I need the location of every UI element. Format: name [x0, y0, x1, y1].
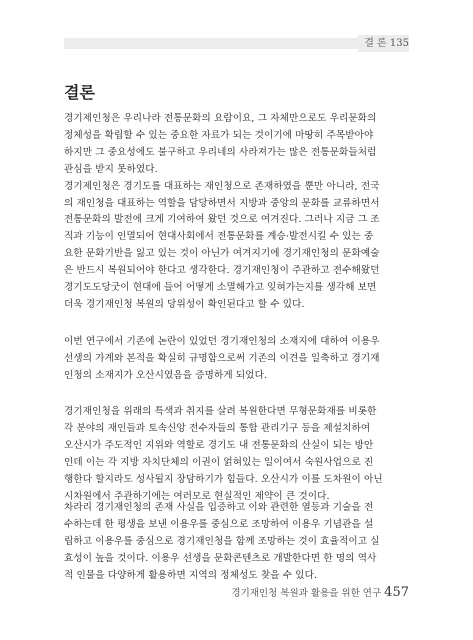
text-line: 이번 연구에서 기존에 논란이 있었던 경기재인청의 소재지에 대하여 이용우	[64, 336, 380, 347]
text-line: 시차원에서 주관하기에는 여러모로 현실적인 제약이 큰 것이다.	[64, 490, 330, 502]
paragraph-4	[64, 500, 409, 585]
header-page-number: 135	[389, 38, 409, 49]
text-line: 수하는데 한 평생을 보낸 이용우를 중심으로 조망하여 이용우 기념관을 설	[64, 518, 374, 530]
paragraph-2	[64, 334, 409, 385]
text-line: 직과 기능이 인멸되어 현대사회에서 전통문화를 계승·발전시킬 수 있는 중	[64, 231, 374, 243]
text-line: 하지만 그 중요성에도 불구하고 우리네의 사라져가는 많은 전통문화들처럼	[64, 146, 377, 158]
text-line: 행한다 할지라도 성사될지 장담하기가 힘들다. 오산시가 이를 도차원이 아닌	[64, 473, 383, 485]
text-line: 효성이 높을 것이다. 이용우 선생을 문화콘텐츠로 개발한다면 한 명의 역사	[64, 552, 377, 564]
text-line: 은 반드시 복원되어야 한다고 생각한다. 경기재인청이 주관하고 전수해왔던	[64, 265, 380, 277]
text-line: 각 분야의 재인들과 토속신앙 전수자들의 통합 관리기구 등을 제설치하여	[64, 422, 371, 434]
text-line: 요한 문화기반을 잃고 있는 것이 아닌가 여겨지기에 경기재인청의 문화예술	[64, 248, 380, 260]
paragraph-1	[64, 111, 409, 314]
text-line: 인데 이는 각 지방 자치단체의 이권이 얽혀있는 일이여서 숙원사업으로 진	[64, 456, 374, 468]
text-line: 경기제인청은 경기도를 대표하는 재인청으로 존재하였을 뿐만 아니라, 전국	[64, 180, 380, 192]
text-line: 경기재인청을 위래의 특색과 취지를 살려 복원한다면 무형문화재를 비롯한	[64, 406, 377, 417]
running-header	[358, 35, 409, 52]
text-line: 경기제인청은 우리나라 전통문화의 요람이요, 그 자체만으로도 우리문화의	[64, 113, 377, 124]
footer-page-number: 457	[384, 585, 409, 600]
footer-title: 경기재인청 복원과 활용을 위한 연구	[231, 588, 382, 599]
text-line: 오산시가 주도적인 지위와 역할로 경기도 내 전통문화의 산실이 되는 방안	[64, 439, 374, 451]
page-title: 결론	[64, 83, 95, 102]
running-footer	[231, 585, 409, 600]
paragraph-3	[64, 404, 409, 505]
header-section: 결 론	[364, 38, 387, 49]
text-line: 립하고 이용우를 중심으로 경기재인청을 함께 조망하는 것이 효율적이고 실	[64, 535, 380, 547]
text-line: 차라리 경기재인청의 존재 사실을 입증하고 이와 관련한 열등과 기술을 전	[64, 502, 374, 513]
text-line: 정체성을 확립할 수 있는 중요한 자료가 되는 것이기에 마땅히 주목받아야	[64, 129, 374, 141]
text-line: 전통문화의 발전에 크게 기여하여 왔던 것으로 여겨진다. 그러나 지금 그 조	[64, 214, 380, 226]
text-line: 선생의 가계와 본적을 확실히 규명함으로써 기존의 이견을 일축하고 경기재	[64, 352, 380, 364]
text-line: 관심을 받지 못하였다.	[64, 163, 158, 175]
text-line: 경기도도당굿이 현대에 들어 어떻게 소멸해가고 잊혀가는지를 생각해 보면	[64, 282, 377, 294]
text-line: 더욱 경기재인청 복원의 당위성이 확인된다고 할 수 있다.	[64, 298, 305, 310]
text-line: 의 재인청을 대표하는 역할을 담당하면서 지방과 중앙의 문화를 교류하면서	[64, 197, 380, 209]
text-line: 적 인물을 다양하게 활용하면 지역의 정체성도 찾을 수 있다.	[64, 569, 318, 581]
text-line: 인청의 소재지가 오산시였음을 증명하게 되었다.	[64, 369, 268, 381]
